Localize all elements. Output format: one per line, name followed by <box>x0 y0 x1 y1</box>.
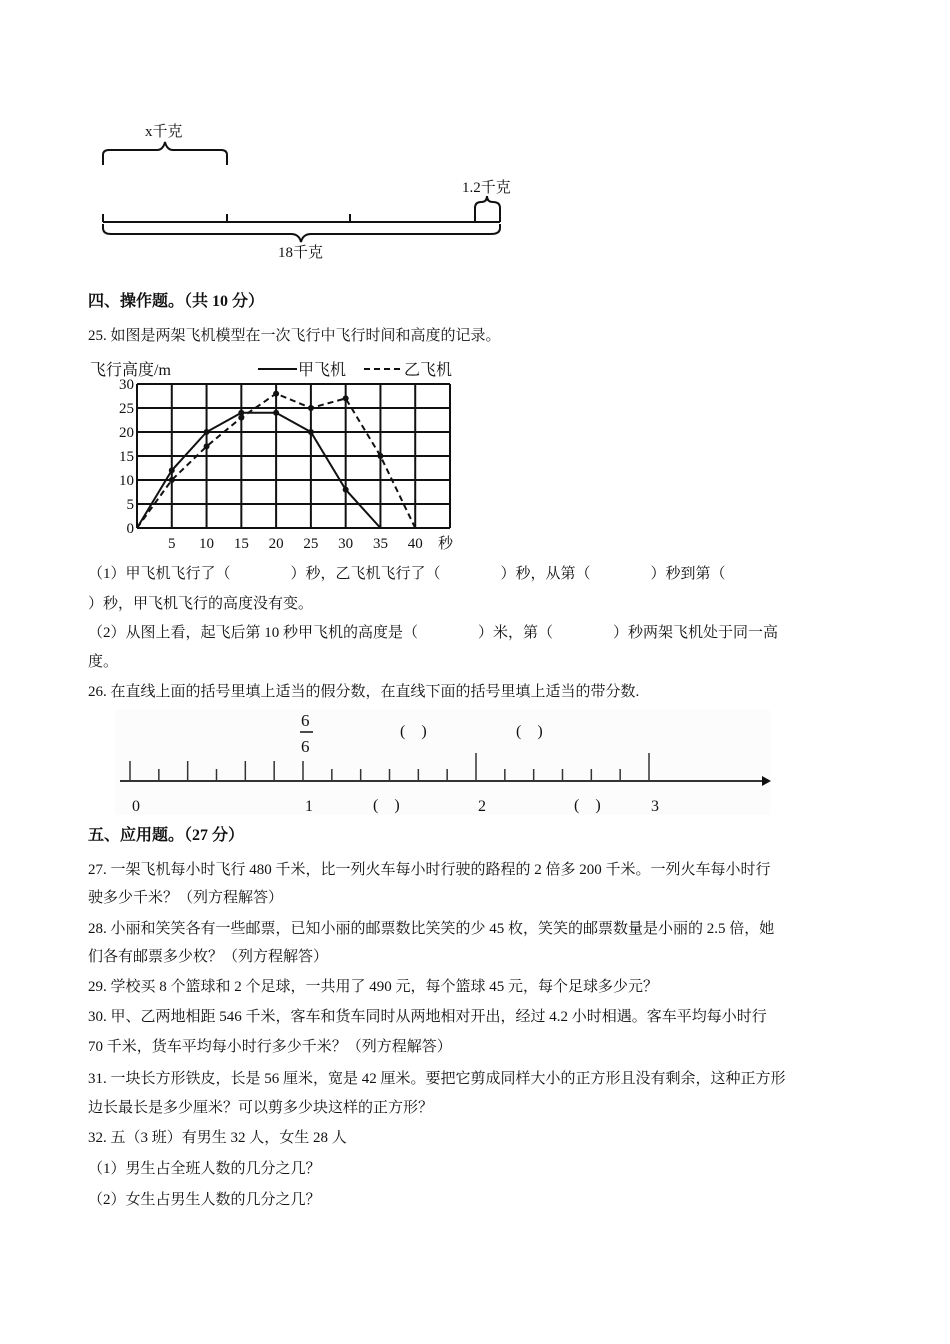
x-tick-label: 30 <box>338 536 354 552</box>
q26-text: 26. 在直线上面的括号里填上适当的假分数，在直线下面的括号里填上适当的带分数. <box>88 684 640 700</box>
blank-below-1: ( ) <box>373 797 400 814</box>
x-label: x千克 <box>145 124 183 140</box>
data-point <box>204 443 210 449</box>
total-brace <box>103 224 500 242</box>
blank-above-1: ( ) <box>400 723 427 740</box>
question-line: 70 千米，货车平均每小时行多少千米？（列方程解答） <box>88 1039 452 1055</box>
question-line: 边长最长是多少厘米？可以剪多少块这样的正方形？ <box>88 1100 434 1116</box>
data-point <box>343 395 349 401</box>
x-brace <box>103 142 227 165</box>
question-line: 们各有邮票多少枚？（列方程解答） <box>88 949 329 965</box>
q25-sub1b: ）秒，甲飞机飞行的高度没有变。 <box>88 596 314 612</box>
data-point <box>204 429 210 435</box>
fraction-denominator: 6 <box>301 737 310 756</box>
total-label: 18千克 <box>278 245 324 261</box>
y-tick-label: 0 <box>126 521 134 537</box>
remainder-label: 1.2千克 <box>462 180 511 196</box>
x-tick-label: 5 <box>168 536 176 552</box>
number-line <box>115 710 771 815</box>
y-tick-label: 25 <box>119 401 134 417</box>
y-tick-label: 15 <box>119 449 134 465</box>
data-point <box>273 391 279 397</box>
question-line: 30. 甲、乙两地相距 546 千米，客车和货车同时从两地相对开出，经过 4.2 小时相遇。客车平均每小时行 <box>88 1009 767 1025</box>
data-point <box>273 410 279 416</box>
number-label: 2 <box>478 798 486 815</box>
blank-above-2: ( ) <box>516 723 543 740</box>
question-line: 32. 五（3 班）有男生 32 人，女生 28 人 <box>88 1130 347 1146</box>
x-tick-label: 15 <box>233 536 249 552</box>
x-tick-label: 10 <box>199 536 215 552</box>
chart-ylabel: 飞行高度/m <box>90 362 171 379</box>
y-tick-label: 20 <box>119 425 134 441</box>
data-point <box>343 487 349 493</box>
blank-below-2: ( ) <box>574 797 601 814</box>
x-tick-label: 20 <box>268 536 284 552</box>
number-label: 0 <box>132 798 140 815</box>
data-point <box>308 405 314 411</box>
legend-jia: 甲飞机 <box>298 362 347 379</box>
number-label: 3 <box>651 798 659 815</box>
y-tick-label: 30 <box>119 377 134 393</box>
question-line: 27. 一架飞机每小时飞行 480 千米，比一列火车每小时行驶的路程的 2 倍多 200 千米。一列火车每小时行 <box>88 862 771 878</box>
data-point <box>238 415 244 421</box>
question-line: 31. 一块长方形铁皮，长是 56 厘米，宽是 42 厘米。要把它剪成同样大小的正方形且没有剩余，这种正方形 <box>88 1071 786 1087</box>
section5-heading: 五、应用题。（27 分） <box>88 827 245 844</box>
bar-model-diagram <box>103 122 511 261</box>
q25-sub1a: （1）甲飞机飞行了（ ）秒，乙飞机飞行了（ ）秒，从第（ ）秒到第（ <box>88 566 726 582</box>
y-tick-label: 5 <box>126 497 134 513</box>
x-tick-label: 35 <box>372 536 388 552</box>
remainder-brace <box>475 196 500 214</box>
q25-text: 25. 如图是两架飞机模型在一次飞行中飞行时间和高度的记录。 <box>88 328 501 344</box>
x-tick-label: 25 <box>303 536 319 552</box>
data-point <box>169 477 175 483</box>
question-line: （2）女生占男生人数的几分之几？ <box>88 1192 321 1208</box>
data-point <box>169 467 175 473</box>
question-line: 29. 学校买 8 个篮球和 2 个足球，一共用了 490 元，每个篮球 45 元，每个足球多少元？ <box>88 979 659 995</box>
y-tick-label: 10 <box>119 473 134 489</box>
data-point <box>377 453 383 459</box>
question-line: 28. 小丽和笑笑各有一些邮票，已知小丽的邮票数比笑笑的少 45 枚，笑笑的邮票数量是小丽的 2.5 倍，她 <box>88 921 775 937</box>
legend-yi: 乙飞机 <box>404 362 453 379</box>
q25-sub2a: （2）从图上看，起飞后第 10 秒甲飞机的高度是（ ）米，第（ ）秒两架飞机处于同一高 <box>88 625 779 641</box>
question-line: （1）男生占全班人数的几分之几？ <box>88 1161 321 1177</box>
q25-sub2b: 度。 <box>88 654 119 670</box>
x-tick-label: 40 <box>407 536 423 552</box>
question-line: 驶多少千米？（列方程解答） <box>88 890 284 906</box>
section4-heading: 四、操作题。（共 10 分） <box>88 293 265 310</box>
data-point <box>308 429 314 435</box>
fraction-numerator: 6 <box>301 711 310 730</box>
chart-xlabel: 秒 <box>438 536 454 552</box>
flight-chart <box>90 360 454 552</box>
number-label: 1 <box>305 798 313 815</box>
